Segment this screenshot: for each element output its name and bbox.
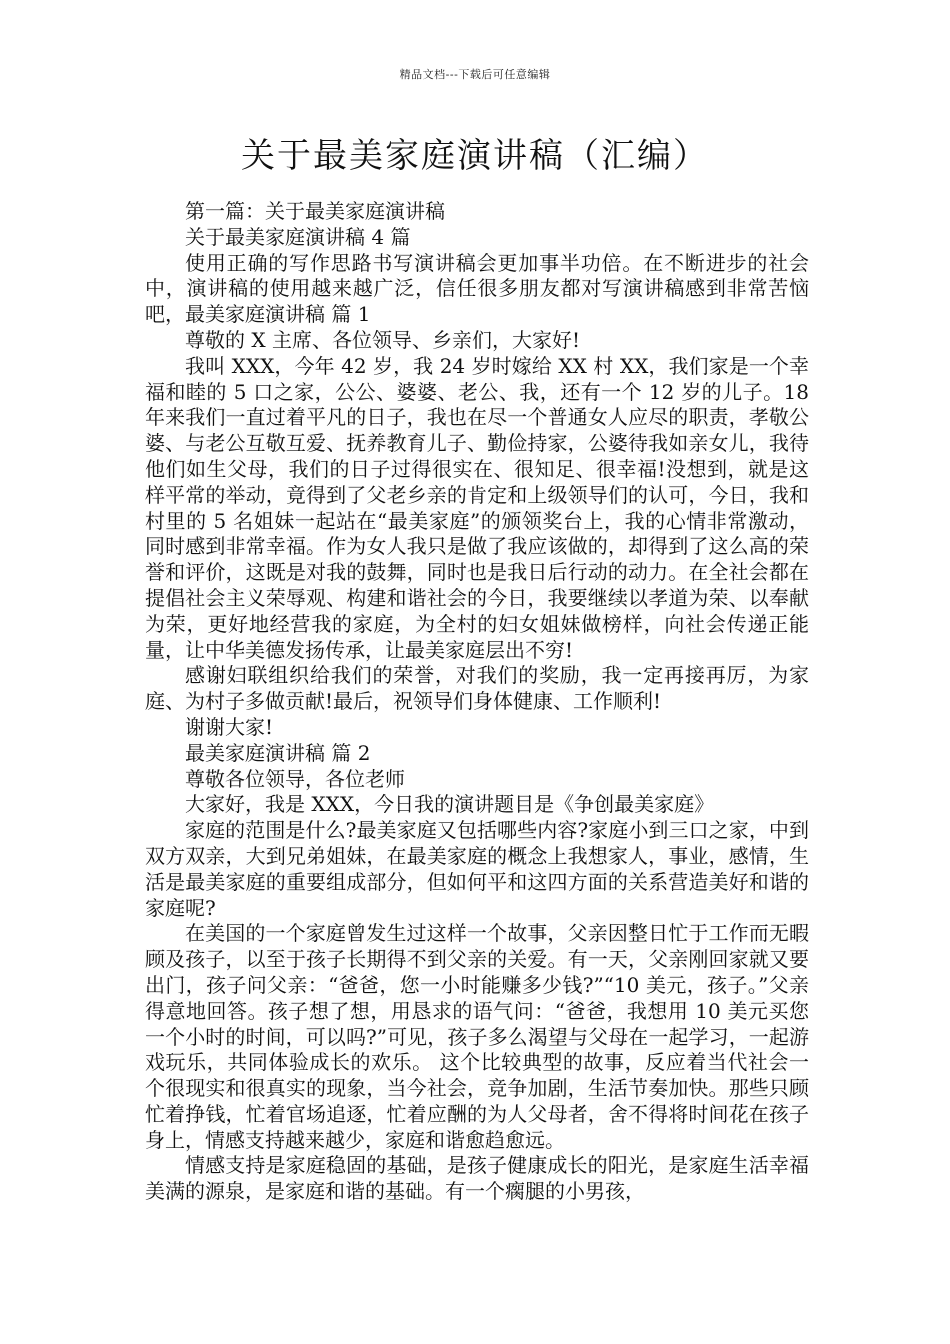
paragraph-intro: 使用正确的写作思路书写演讲稿会更加事半功倍。在不断进步的社会中，演讲稿的使用越来越广泛，信任很多朋友都对写演讲稿感到非常苦恼吧，最美家庭演讲稿 篇 1 [145,250,809,327]
page-header-note: 精品文档---下载后可任意编辑 [399,68,551,81]
paragraph-section-heading: 第一篇：关于最美家庭演讲稿 [185,199,445,223]
paragraph-thank-you: 谢谢大家! [185,714,274,739]
paragraph-thanks-organization: 感谢妇联组织给我们的荣誉，对我们的奖励，我一定再接再厉，为家庭、为村子多做贡献!最后，祝领导们身体健康、工作顺利! [145,663,809,714]
paragraph-speech-2-topic: 大家好，我是 XXX，今日我的演讲题目是《争创最美家庭》 [185,792,715,817]
paragraph-emotional-support: 情感支持是家庭稳固的基础，是孩子健康成长的阳光，是家庭生活幸福美满的源泉，是家庭和谐的基础。有一个瘸腿的小男孩， [145,1153,809,1204]
paragraph-family-scope: 家庭的范围是什么?最美家庭又包括哪些内容?家庭小到三口之家，中到双方双亲，大到兄弟姐妹，在最美家庭的概念上我想家人，事业，感情，生活是最美家庭的重要组成部分，但如何平和这四方面的关系营造美好和谐的家庭呢? [145,818,809,920]
paragraph-greeting: 尊敬的 X 主席、各位领导、乡亲们，大家好! [185,327,580,352]
document-body [145,199,809,1205]
paragraph-story: 在美国的一个家庭曾发生过这样一个故事，父亲因整日忙于工作而无暇顾及孩子，以至于孩子长期得不到父亲的关爱。有一天，父亲刚回家就又要出门，孩子问父亲：“爸爸，您一小时能赚多少钱?”“10 美元，孩子。”父亲得意地回答。孩子想了想，用恳求的语气问：“爸爸，我想用 10 美元买您一个小时的时间，可以吗?”可见，孩子多么渴望与父母在一起学习，一起游戏玩乐，共同体验成长的欢乐。 这个比较典型的故事，反应着当代社会一个很现实和很真实的现象，当今社会，竞争加剧，生活节奏加快。那些只顾忙着挣钱，忙着官场追逐，忙着应酬的为人父母者，舍不得将时间花在孩子身上，情感支持越来越少，家庭和谐愈趋愈远。 [145,921,809,1152]
paragraph-speech-2-greeting: 尊敬各位领导，各位老师 [185,766,405,791]
paragraph-speech-1-body: 我叫 XXX，今年 42 岁，我 24 岁时嫁给 XX 村 XX，我们家是一个幸福和睦的 5 口之家，公公、婆婆、老公、我，还有一个 12 岁的儿子。18 年来我们一直过着平凡的日子，我也在尽一个普通女人应尽的职责，孝敬公婆、与老公互敬互爱、抚养教育儿子、勤俭持家，公婆待我如亲女儿，我待他们如生父母，我们的日子过得很实在、很知足、很幸福!没想到，就是这样平常的举动，竟得到了父老乡亲的肯定和上级领导们的认可，今日，我和村里的 5 名姐妹一起站在“最美家庭”的颁领奖台上，我的心情非常激动，同时感到非常幸福。作为女人我只是做了我应该做的，却得到了这么高的荣誉和评价，这既是对我的鼓舞，同时也是我日后行动的动力。在全社会都在提倡社会主义荣辱观、构建和谐社会的今日，我要继续以孝道为荣、以奉献为荣，更好地经营我的家庭，为全村的妇女姐妹做榜样，向社会传递正能量，让中华美德发扬传承，让最美家庭层出不穷! [145,353,809,662]
paragraph-subtitle: 关于最美家庭演讲稿 4 篇 [185,224,411,249]
document-title: 关于最美家庭演讲稿（汇编） [241,136,709,176]
paragraph-speech-2-heading: 最美家庭演讲稿 篇 2 [185,740,371,765]
